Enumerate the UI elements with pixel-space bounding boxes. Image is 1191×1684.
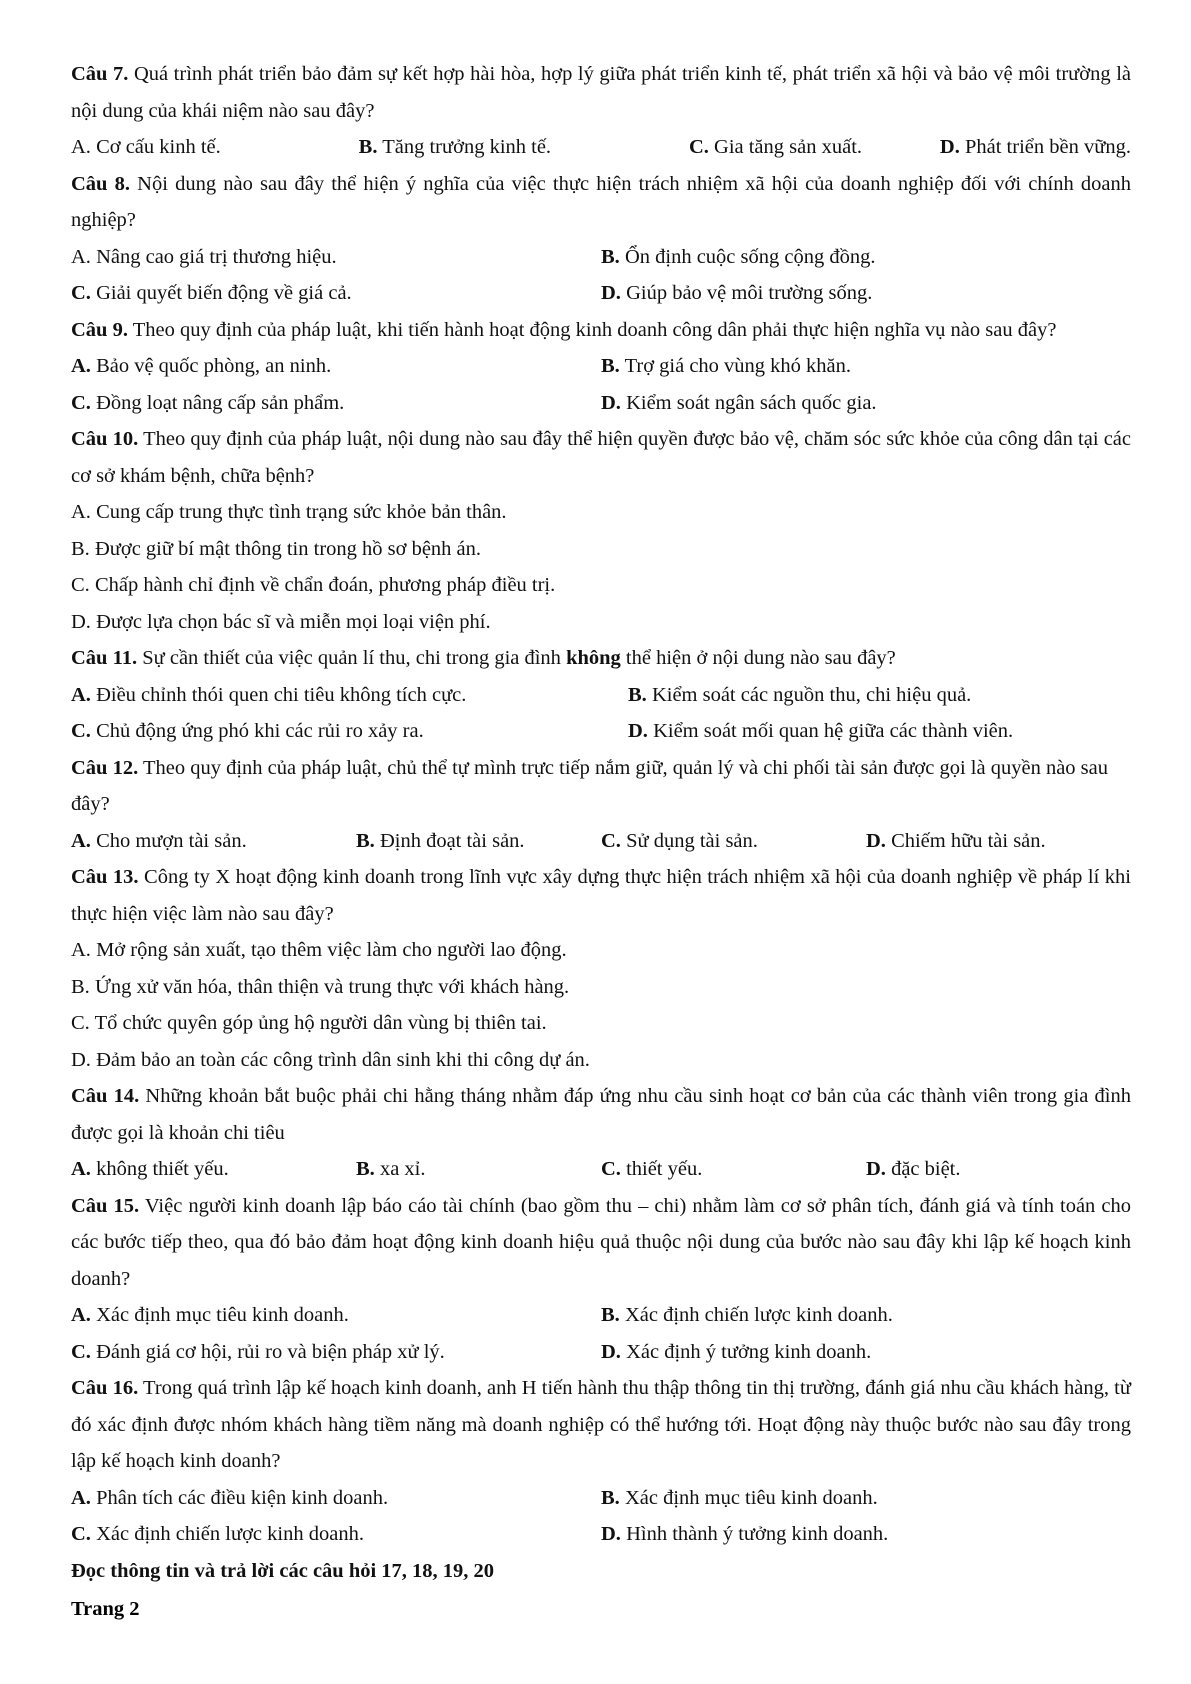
option-d[interactable]: D. Phát triển bền vững. — [939, 136, 1131, 158]
options-grid — [71, 348, 1131, 421]
question-8 — [71, 166, 1131, 312]
question-12 — [71, 750, 1131, 860]
question-stem: Câu 7. Quá trình phát triển bảo đảm sự kết hợp hài hòa, hợp lý giữa phát triển kinh tế, phát triển xã hội và bảo vệ môi trường là nội dung của khái niệm nào sau đây? — [71, 63, 1131, 122]
option-c[interactable]: C. Chủ động ứng phó khi các rủi ro xảy ra. — [71, 720, 424, 742]
question-stem: Câu 10. Theo quy định của pháp luật, nội dung nào sau đây thể hiện quyền được bảo vệ, chăm sóc sức khỏe của công dân tại các cơ sở khám bệnh, chữa bệnh? — [71, 428, 1131, 487]
options-list — [71, 494, 1131, 640]
question-stem: Câu 13. Công ty X hoạt động kinh doanh trong lĩnh vực xây dựng thực hiện trách nhiệm xã hội của doanh nghiệp về pháp lí khi thực hiện việc làm nào sau đây? — [71, 866, 1131, 925]
option-b[interactable]: B. Kiểm soát các nguồn thu, chi hiệu quả. — [628, 683, 972, 706]
section-intro: Đọc thông tin và trả lời các câu hỏi 17, 18, 19, 20 — [71, 1559, 495, 1582]
option-a[interactable]: A. Cung cấp trung thực tình trạng sức khỏe bản thân. — [71, 501, 507, 523]
options-grid — [71, 1297, 1131, 1370]
question-stem: Câu 11. Sự cần thiết của việc quản lí thu, chi trong gia đình không thể hiện ở nội dung nào sau đây? — [71, 647, 896, 669]
option-c[interactable]: C. Đánh giá cơ hội, rủi ro và biện pháp xử lý. — [71, 1340, 445, 1363]
option-d[interactable]: D. Đảm bảo an toàn các công trình dân sinh khi thi công dự án. — [71, 1048, 590, 1071]
option-a[interactable]: A. Bảo vệ quốc phòng, an ninh. — [71, 355, 332, 377]
option-c[interactable]: C. Sử dụng tài sản. — [601, 829, 758, 852]
question-number: Câu 16. — [71, 1377, 139, 1399]
options-grid — [71, 677, 1131, 750]
options-list — [71, 932, 1131, 1078]
question-number: Câu 12. — [71, 756, 139, 779]
question-number: Câu 15. — [71, 1194, 140, 1217]
option-b[interactable]: B. xa xỉ. — [356, 1158, 426, 1180]
option-d[interactable]: D. Hình thành ý tưởng kinh doanh. — [601, 1523, 889, 1545]
question-stem: Câu 14. Những khoản bắt buộc phải chi hằng tháng nhằm đáp ứng nhu cầu sinh hoạt cơ bản của các thành viên trong gia đình được gọi là khoản chi tiêu — [71, 1085, 1131, 1144]
question-16 — [71, 1370, 1131, 1553]
option-a[interactable]: A. Nâng cao giá trị thương hiệu. — [71, 245, 337, 268]
option-a[interactable]: A. Điều chỉnh thói quen chi tiêu không tích cực. — [71, 683, 467, 706]
options-row — [71, 1151, 1131, 1188]
question-number: Câu 10. — [71, 428, 139, 450]
option-c[interactable]: C. thiết yếu. — [601, 1158, 703, 1180]
option-d[interactable]: D. Kiểm soát ngân sách quốc gia. — [601, 391, 877, 414]
option-c[interactable]: C. Xác định chiến lược kinh doanh. — [71, 1523, 364, 1545]
option-b[interactable]: B. Tăng trưởng kinh tế. — [358, 136, 552, 158]
option-c[interactable]: C. Chấp hành chỉ định về chẩn đoán, phương pháp điều trị. — [71, 574, 556, 596]
question-number: Câu 9. — [71, 318, 128, 341]
question-number: Câu 13. — [71, 866, 139, 888]
question-14 — [71, 1078, 1131, 1188]
options-row — [71, 823, 1131, 860]
option-d[interactable]: D. Xác định ý tưởng kinh doanh. — [601, 1340, 872, 1363]
question-11 — [71, 640, 1131, 750]
option-c[interactable]: C. Giải quyết biến động về giá cả. — [71, 282, 352, 304]
option-c[interactable]: C. Tổ chức quyên góp ủng hộ người dân vùng bị thiên tai. — [71, 1012, 547, 1034]
option-b[interactable]: B. Trợ giá cho vùng khó khăn. — [601, 355, 852, 377]
options-grid — [71, 239, 1131, 312]
option-a[interactable]: A. Cho mượn tài sản. — [71, 829, 247, 852]
option-a[interactable]: A. Cơ cấu kinh tế. — [71, 136, 221, 158]
option-c[interactable]: C. Gia tăng sản xuất. — [688, 136, 863, 158]
option-b[interactable]: B. Ứng xử văn hóa, thân thiện và trung thực với khách hàng. — [71, 975, 570, 998]
page-footer: Trang 2 — [71, 1598, 140, 1620]
option-a[interactable]: A. Phân tích các điều kiện kinh doanh. — [71, 1486, 389, 1509]
question-stem: Câu 8. Nội dung nào sau đây thể hiện ý nghĩa của việc thực hiện trách nhiệm xã hội của doanh nghiệp đối với chính doanh nghiệp? — [71, 172, 1131, 231]
question-10 — [71, 421, 1131, 640]
question-number: Câu 14. — [71, 1085, 140, 1107]
option-d[interactable]: D. đặc biệt. — [866, 1158, 961, 1180]
question-number: Câu 8. — [71, 172, 130, 195]
question-number: Câu 7. — [71, 63, 129, 85]
option-b[interactable]: B. Ổn định cuộc sống cộng đồng. — [601, 245, 876, 268]
option-c[interactable]: C. Đồng loạt nâng cấp sản phẩm. — [71, 391, 345, 414]
question-13 — [71, 859, 1131, 1078]
options-grid — [71, 1480, 1131, 1553]
options-row — [71, 129, 1131, 166]
question-stem: Câu 16. Trong quá trình lập kế hoạch kinh doanh, anh H tiến hành thu thập thông tin thị trường, đánh giá nhu cầu khách hàng, từ đó xác định được nhóm khách hàng tiềm năng mà doanh nghiệp có thể hướng tới. Hoạt động này thuộc bước nào sau đây trong lập kế hoạch kinh doanh? — [71, 1377, 1131, 1472]
option-d[interactable]: D. Kiểm soát mối quan hệ giữa các thành viên. — [628, 720, 1014, 742]
option-a[interactable]: A. không thiết yếu. — [71, 1158, 229, 1180]
question-9 — [71, 312, 1131, 422]
option-d[interactable]: D. Được lựa chọn bác sĩ và miễn mọi loại viện phí. — [71, 610, 491, 633]
option-d[interactable]: D. Chiếm hữu tài sản. — [866, 829, 1046, 852]
question-stem: Câu 9. Theo quy định của pháp luật, khi tiến hành hoạt động kinh doanh công dân phải thực hiện nghĩa vụ nào sau đây? — [71, 318, 1057, 341]
option-b[interactable]: B. Xác định chiến lược kinh doanh. — [601, 1304, 893, 1326]
question-7 — [71, 56, 1131, 166]
emphasis-not: không — [566, 647, 621, 669]
option-b[interactable]: B. Định đoạt tài sản. — [356, 829, 525, 852]
option-a[interactable]: A. Mở rộng sản xuất, tạo thêm việc làm cho người lao động. — [71, 939, 567, 961]
option-a[interactable]: A. Xác định mục tiêu kinh doanh. — [71, 1304, 349, 1326]
question-stem: Câu 12. Theo quy định của pháp luật, chủ thể tự mình trực tiếp nắm giữ, quản lý và chi phối tài sản được gọi là quyền nào sau đây? — [71, 756, 1109, 815]
option-d[interactable]: D. Giúp bảo vệ môi trường sống. — [601, 282, 873, 304]
option-b[interactable]: B. Được giữ bí mật thông tin trong hồ sơ bệnh án. — [71, 537, 482, 560]
question-stem: Câu 15. Việc người kinh doanh lập báo cáo tài chính (bao gồm thu – chi) nhằm làm cơ sở phân tích, đánh giá và tính toán cho các bước tiếp theo, qua đó bảo đảm hoạt động kinh doanh hiệu quả thuộc nội dung của bước nào sau đây khi lập kế hoạch kinh doanh? — [71, 1194, 1131, 1290]
question-number: Câu 11. — [71, 647, 138, 669]
question-15 — [71, 1188, 1131, 1371]
option-b[interactable]: B. Xác định mục tiêu kinh doanh. — [601, 1486, 878, 1509]
